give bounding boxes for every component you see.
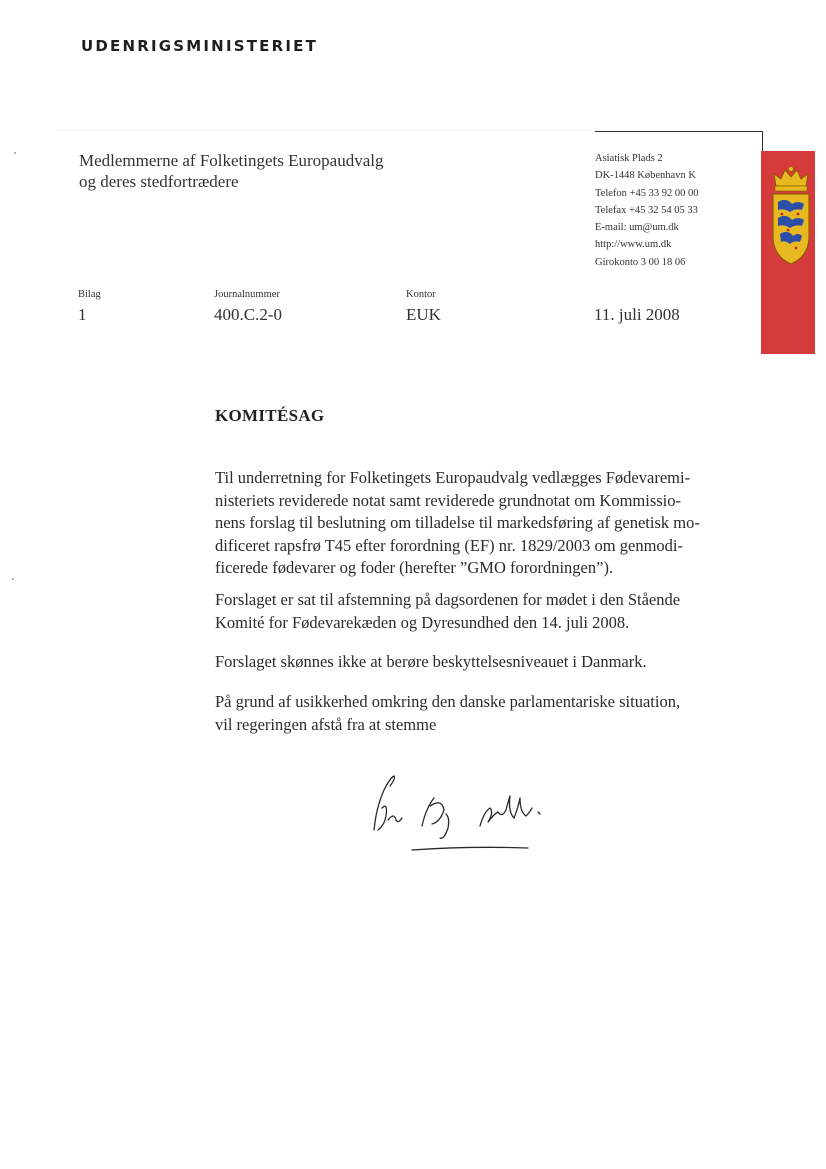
recipient-line: Medlemmerne af Folketingets Europaudvalg <box>79 151 384 170</box>
subject-heading: KOMITÉSAG <box>215 406 325 425</box>
body-line: nens forslag til beslutning om tilladelse til markedsføring af genetisk mo- <box>215 513 700 533</box>
body-line: ficerede fødevarer og foder (herefter ”GMO forordningen”). <box>215 558 614 578</box>
letter-date: 11. juli 2008 <box>594 305 680 324</box>
journal-value: 400.C.2-0 <box>214 305 282 324</box>
body-line: Forslaget skønnes ikke at berøre beskyttelsesniveauet i Danmark. <box>215 652 647 671</box>
recipient-line: og deres stedfortrædere <box>79 172 239 191</box>
header-rule <box>595 131 763 132</box>
kontor-value: EUK <box>406 305 441 324</box>
body-line: Til underretning for Folketingets Europaudvalg vedlægges Fødevaremi- <box>215 468 691 487</box>
address-email: E-mail: um@um.dk <box>595 222 679 234</box>
margin-mark <box>14 152 16 154</box>
journal-label: Journalnummer <box>214 289 280 300</box>
address-fax: Telefax +45 32 54 05 33 <box>595 204 698 216</box>
address-web: http://www.um.dk <box>595 239 672 251</box>
body-line: På grund af usikkerhed omkring den danske parlamentariske situation, <box>215 692 681 711</box>
body-line: dificeret rapsfrø T45 efter forordning (EF) nr. 1829/2003 om genmodi- <box>215 535 683 555</box>
body-line: Komité for Fødevarekæden og Dyresundhed den 14. juli 2008. <box>215 612 630 632</box>
body-line: Forslaget er sat til afstemning på dagsordenen for mødet i den Stående <box>215 590 681 609</box>
address-street: Asiatisk Plads 2 <box>595 153 663 164</box>
sender-address <box>595 150 698 271</box>
body-paragraph-3 <box>215 651 735 674</box>
address-city: DK-1448 København K <box>595 170 696 182</box>
ministry-name: UDENRIGSMINISTERIET <box>81 37 319 55</box>
header-rule-vertical <box>762 131 763 151</box>
coat-of-arms-icon <box>768 164 814 270</box>
recipient-block <box>79 150 384 192</box>
address-giro: Girokonto 3 00 18 06 <box>595 256 686 268</box>
body-line: nisteriets reviderede notat samt reviderede grundnotat om Kommissio- <box>215 490 681 510</box>
address-phone: Telefon +45 33 92 00 00 <box>595 187 699 199</box>
divider <box>55 130 590 131</box>
body-line: vil regeringen afstå fra at stemme <box>215 714 437 734</box>
body-paragraph-2 <box>215 589 735 634</box>
kontor-label: Kontor <box>406 289 436 300</box>
body-paragraph-4 <box>215 691 735 736</box>
bilag-label: Bilag <box>78 289 101 300</box>
signature-icon <box>360 768 580 858</box>
margin-mark <box>12 578 14 580</box>
body-paragraph-1 <box>215 467 735 580</box>
bilag-value: 1 <box>78 305 87 324</box>
